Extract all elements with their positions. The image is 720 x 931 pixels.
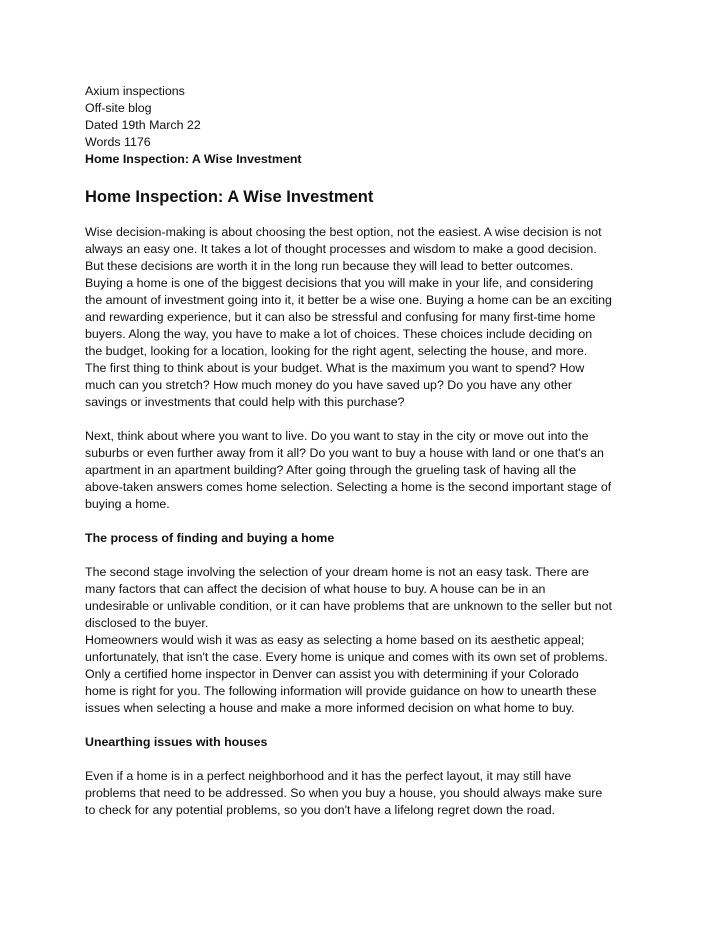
- paragraph-spacer: [85, 717, 645, 734]
- paragraph-line: buyers. Along the way, you have to make a lot of choices. These choices include deciding on: [85, 327, 593, 341]
- paragraph-line: above-taken answers comes home selection. Selecting a home is the second important stage of: [85, 480, 612, 494]
- paragraph-line: issues when selecting a house and make a more informed decision on what home to buy.: [85, 701, 575, 715]
- paragraph-line: always an easy one. It takes a lot of thought processes and wisdom to make a good decision.: [85, 242, 597, 256]
- paragraph-line: the budget, looking for a location, looking for the right agent, selecting the house, and more.: [85, 344, 588, 358]
- paragraph-line: disclosed to the buyer.: [85, 616, 209, 630]
- section-heading-process: The process of finding and buying a home: [85, 531, 335, 545]
- paragraph-line: home is right for you. The following information will provide guidance on how to unearth these: [85, 684, 597, 698]
- page-title: Home Inspection: A Wise Investment: [85, 188, 374, 206]
- paragraph-line: the amount of investment going into it, it better be a wise one. Buying a home can be an exciting: [85, 293, 612, 307]
- paragraph-line: buying a home.: [85, 497, 170, 511]
- paragraph-line: many factors that can affect the decision of what house to buy. A house can be in an: [85, 582, 546, 596]
- paragraph-line: apartment in an apartment building? After going through the grueling task of having all the: [85, 463, 577, 477]
- blog-type: Off-site blog: [85, 101, 152, 115]
- paragraph-line: suburbs or even further away from it all? Do you want to buy a house with land or one that's an: [85, 446, 604, 460]
- paragraph-line: undesirable or unlivable condition, or it can have problems that are unknown to the seller but not: [85, 599, 612, 613]
- paragraph-line: The first thing to think about is your budget. What is the maximum you want to spend? How: [85, 361, 585, 375]
- paragraph-line: The second stage involving the selection of your dream home is not an easy task. There are: [85, 565, 589, 579]
- paragraph-line: savings or investments that could help with this purchase?: [85, 395, 405, 409]
- paragraph-line: But these decisions are worth it in the long run because they will lead to better outcomes.: [85, 259, 574, 273]
- paragraph-spacer: [85, 751, 645, 768]
- paragraph-line: problems that need to be addressed. So when you buy a house, you should always make sure: [85, 786, 603, 800]
- word-count: Words 1176: [85, 135, 151, 149]
- process-paragraph: [85, 564, 645, 717]
- paragraph-line: and rewarding experience, but it can also be stressful and confusing for many first-time home: [85, 310, 596, 324]
- paragraph-spacer: [85, 547, 645, 564]
- paragraph-spacer: [85, 513, 645, 530]
- issues-paragraph: [85, 768, 645, 819]
- paragraph-line: Homeowners would wish it was as easy as selecting a home based on its aesthetic appeal;: [85, 633, 585, 647]
- paragraph-line: to check for any potential problems, so you don't have a lifelong regret down the road.: [85, 803, 556, 817]
- meta-title: Home Inspection: A Wise Investment: [85, 152, 302, 166]
- paragraph-line: Wise decision-making is about choosing the best option, not the easiest. A wise decision is not: [85, 225, 602, 239]
- paragraph-line: Even if a home is in a perfect neighborhood and it has the perfect layout, it may still have: [85, 769, 572, 783]
- paragraph-line: Next, think about where you want to live. Do you want to stay in the city or move out into the: [85, 429, 589, 443]
- document-page: [85, 83, 645, 819]
- date-line: Dated 19th March 22: [85, 118, 201, 132]
- section-heading-issues: Unearthing issues with houses: [85, 735, 268, 749]
- paragraph-line: Buying a home is one of the biggest decisions that you will make in your life, and considering: [85, 276, 594, 290]
- location-paragraph: [85, 428, 645, 513]
- intro-paragraph: [85, 224, 645, 411]
- paragraph-line: Only a certified home inspector in Denver can assist you with determining if your Colorado: [85, 667, 579, 681]
- company-name: Axium inspections: [85, 84, 185, 98]
- paragraph-line: unfortunately, that isn't the case. Every home is unique and comes with its own set of problems.: [85, 650, 608, 664]
- paragraph-spacer: [85, 411, 645, 428]
- paragraph-line: much can you stretch? How much money do you have saved up? Do you have any other: [85, 378, 572, 392]
